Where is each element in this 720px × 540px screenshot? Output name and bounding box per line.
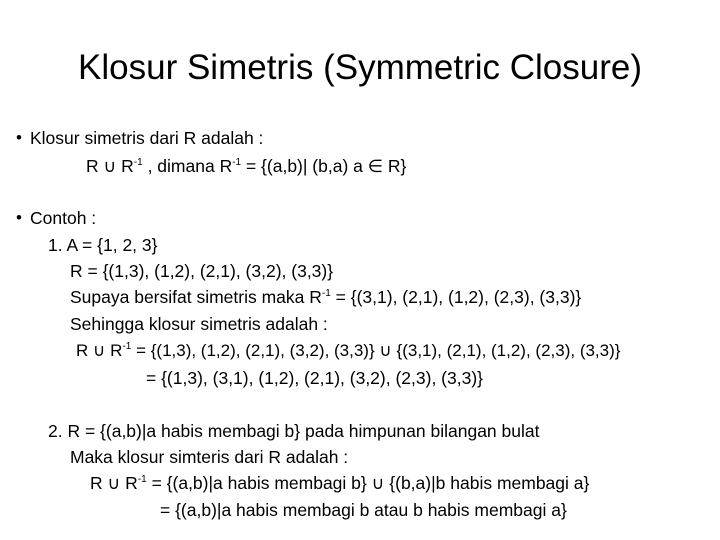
bullet-icon: •	[16, 208, 22, 227]
example1-line4: Sehingga klosur simetris adalah :	[70, 314, 328, 334]
example2-line1: 2. R = {(a,b)|a habis membagi b} pada himpunan bilangan bulat	[48, 421, 540, 441]
slide-title: Klosur Simetris (Symmetric Closure)	[78, 48, 642, 87]
example2-line3: R ∪ $R^{-1} = \{(a,b)|a$ habis membagi b} ∪ {(b,a)|b habis membagi a}	[90, 473, 590, 493]
example2-line2: Maka klosur simteris dari R adalah :	[70, 447, 349, 467]
example1-line5: R ∪ $R^{-1} = \{(1,3)$, (1,2), (2,1), (3,2), (3,3)} ∪ {(3,1), (2,1), (1,2), (2,3), (3,3)}	[76, 341, 621, 360]
section2-heading: Contoh :	[30, 208, 97, 228]
example1-line1: 1. A = {1, 2, 3}	[48, 235, 158, 255]
example2-line4: = {(a,b)|a habis membagi b atau b habis membagi a}	[160, 500, 567, 520]
section1-definition: R ∪ $R^{-1}$ , dimana $R^{-1} = \{(a,b)|$ (b,a) a ∈ R}	[86, 156, 407, 176]
section1-heading: Klosur simetris dari R adalah :	[30, 128, 264, 148]
bullet-icon: •	[16, 128, 22, 147]
example1-line6: = {(1,3), (3,1), (1,2), (2,1), (3,2), (2,3), (3,3)}	[146, 368, 483, 388]
example1-line2: R = {(1,3), (1,2), (2,1), (3,2), (3,3)}	[70, 261, 334, 281]
example1-line3: Supaya bersifat simetris maka $R^{-1} = \{(3,1)$, (2,1), (1,2), (2,3), (3,3)}	[70, 287, 582, 307]
